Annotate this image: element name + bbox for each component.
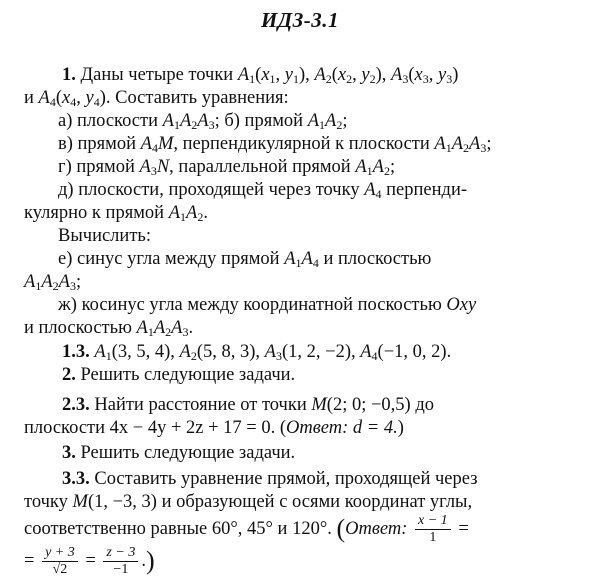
variant-number: 1.3. <box>62 342 90 362</box>
task1-number: 1. <box>62 65 76 85</box>
task1-item-g: г) прямой $A_3N$, параллельной прямой $A_1A_2$; <box>58 157 396 178</box>
task1-line2: и $A_4(x_4$, $y_4$). Составить уравнения: <box>24 88 289 109</box>
variant-points: 1.3. $A_1(3$, 5, 4), $A_2(5$, 8, 3), $A_3(1$, 2, −2), $A_4(-1$, 0, 2). <box>62 342 452 363</box>
answer-fraction-y: $\frac{y + 3}{√2}$ <box>42 545 78 578</box>
answer-fraction-z: $\frac{z - 3}{-1}$ <box>103 545 138 578</box>
task1-item-e: е) синус угла между прямой $A_1A_4$ и плоскостью <box>58 249 432 270</box>
page-title: ИДЗ-3.1 <box>260 8 340 32</box>
task1-line1: 1. Даны четыре точки $A_1(x_1$, $y_1$), $A_2(x_2$, $y_2$), $A_3(x_3$, $y_3$) <box>62 65 459 86</box>
problem33-line2: точку M(1, −3, 3) и образующей с осями координат углы, <box>24 492 473 512</box>
answer-fraction-x: $\frac{x - 1}{1}$ <box>415 513 451 546</box>
problem33-line3: соответственно равные 60°, 45° и 120°. (Ответ: $\frac{x - 1}{1}$ = <box>24 513 469 545</box>
problem23-line1: 2.3. Найти расстояние от точки M(2; 0; −0,5) до <box>62 395 434 415</box>
problem23-line2: плоскости 4x − 4y + 2z + 17 = 0. (Ответ: d = 4.) <box>24 418 404 438</box>
task1-item-zh-cont: и плоскостью $A_1A_2A_3$. <box>24 318 194 339</box>
task2-heading: 2. Решить следующие задачи. <box>62 365 296 385</box>
problem33-line1: 3.3. Составить уравнение прямой, проходящей через <box>62 469 478 489</box>
task1-item-zh: ж) косинус угла между координатной поскостью Oxy <box>58 295 477 315</box>
task3-heading: 3. Решить следующие задачи. <box>62 443 296 463</box>
task1-item-d: д) плоскости, проходящей через точку $A_4$ перпенди- <box>58 180 468 201</box>
problem33-line4: = $\frac{y + 3}{√2}$ = $\frac{z - 3}{-1}$ .) <box>24 545 155 577</box>
task1-item-a: а) плоскости $A_1A_2A_3$; б) прямой $A_1A_2$; <box>58 111 348 132</box>
task1-item-v: в) прямой $A_4M$, перпендикулярной к плоскости $A_1A_2A_3$; <box>58 134 492 155</box>
task1-item-d-cont: кулярно к прямой $A_1A_2$. <box>24 203 208 224</box>
task1-compute: Вычислить: <box>58 226 151 246</box>
task1-item-e-cont: $A_1A_2A_3$; <box>24 272 82 293</box>
